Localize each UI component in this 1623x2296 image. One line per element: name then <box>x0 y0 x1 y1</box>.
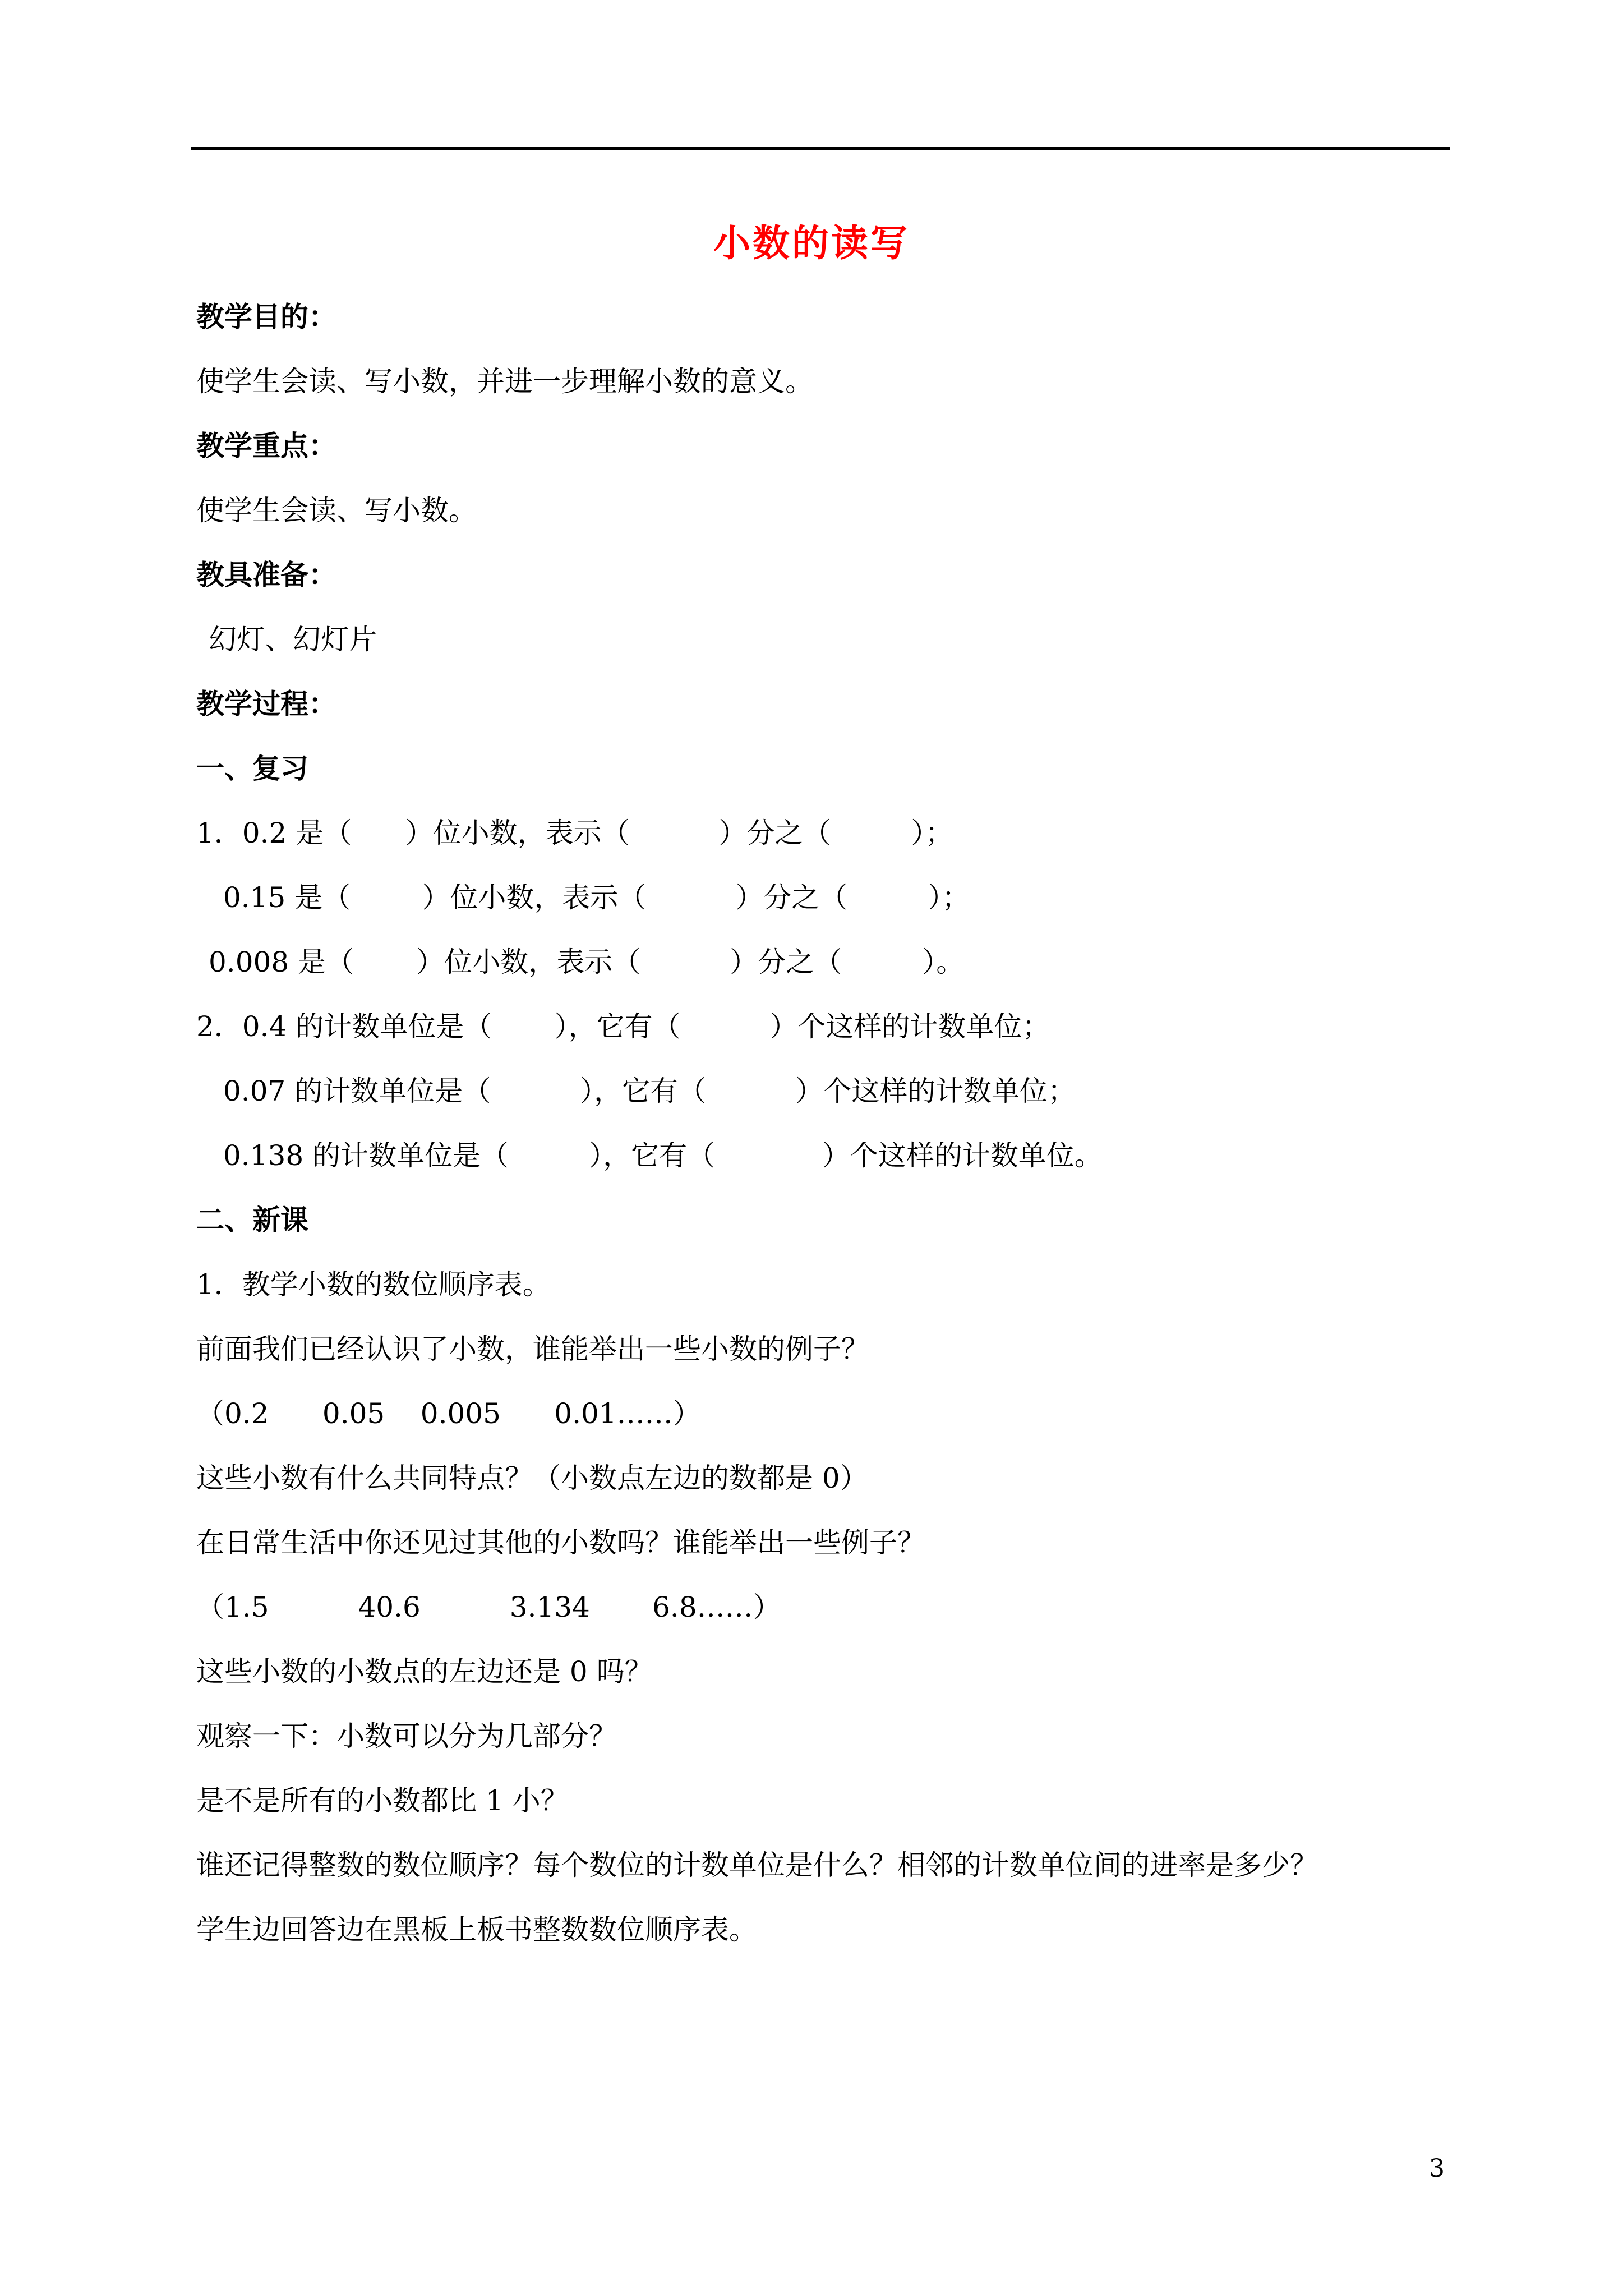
new-lesson-line: 1．教学小数的数位顺序表。 <box>196 1268 551 1301</box>
process-heading: 教学过程： <box>196 687 336 720</box>
review-heading: 一、复习 <box>196 752 308 785</box>
new-lesson-line: 学生边回答边在黑板上板书整数数位顺序表。 <box>196 1913 757 1946</box>
new-lesson-line: 这些小数的小数点的左边还是 0 吗？ <box>196 1655 653 1688</box>
page-number: 3 <box>1429 2154 1445 2183</box>
objective-heading: 教学目的： <box>196 300 336 333</box>
new-lesson-line: 是不是所有的小数都比 1 小？ <box>196 1784 569 1817</box>
review-line: 0.07 的计数单位是（ ），它有（ ）个这样的计数单位； <box>223 1075 1076 1107</box>
review-line: 0.138 的计数单位是（ ），它有（ ）个这样的计数单位。 <box>223 1139 1103 1172</box>
new-lesson-line: 这些小数有什么共同特点？（小数点左边的数都是 0） <box>196 1462 868 1494</box>
new-lesson-line: 观察一下：小数可以分为几部分？ <box>196 1720 617 1752</box>
new-lesson-line: （0.2 0.05 0.005 0.01……） <box>196 1397 701 1430</box>
new-lesson-line: 谁还记得整数的数位顺序？每个数位的计数单位是什么？相邻的计数单位间的进率是多少？ <box>196 1849 1318 1881</box>
review-line: 2．0.4 的计数单位是（ ），它有（ ）个这样的计数单位； <box>196 1010 1050 1043</box>
review-line: 0.008 是（ ）位小数，表示（ ）分之（ ）。 <box>209 946 965 978</box>
new-lesson-line: 在日常生活中你还见过其他的小数吗？谁能举出一些例子？ <box>196 1526 925 1559</box>
key-point-text: 使学生会读、写小数。 <box>196 494 477 527</box>
header-rule <box>191 147 1450 150</box>
key-point-heading: 教学重点： <box>196 429 336 462</box>
page-title: 小数的读写 <box>713 221 910 265</box>
materials-heading: 教具准备： <box>196 558 336 591</box>
review-line: 1．0.2 是（ ）位小数，表示（ ）分之（ ）； <box>196 817 953 849</box>
materials-text: 幻灯、幻灯片 <box>209 623 377 656</box>
new-lesson-heading: 二、新课 <box>196 1203 308 1236</box>
new-lesson-line: 前面我们已经认识了小数，谁能举出一些小数的例子？ <box>196 1333 869 1365</box>
review-line: 0.15 是（ ）位小数，表示（ ）分之（ ）； <box>223 881 970 914</box>
objective-text: 使学生会读、写小数，并进一步理解小数的意义。 <box>196 365 813 398</box>
new-lesson-line: （1.5 40.6 3.134 6.8……） <box>196 1591 781 1623</box>
